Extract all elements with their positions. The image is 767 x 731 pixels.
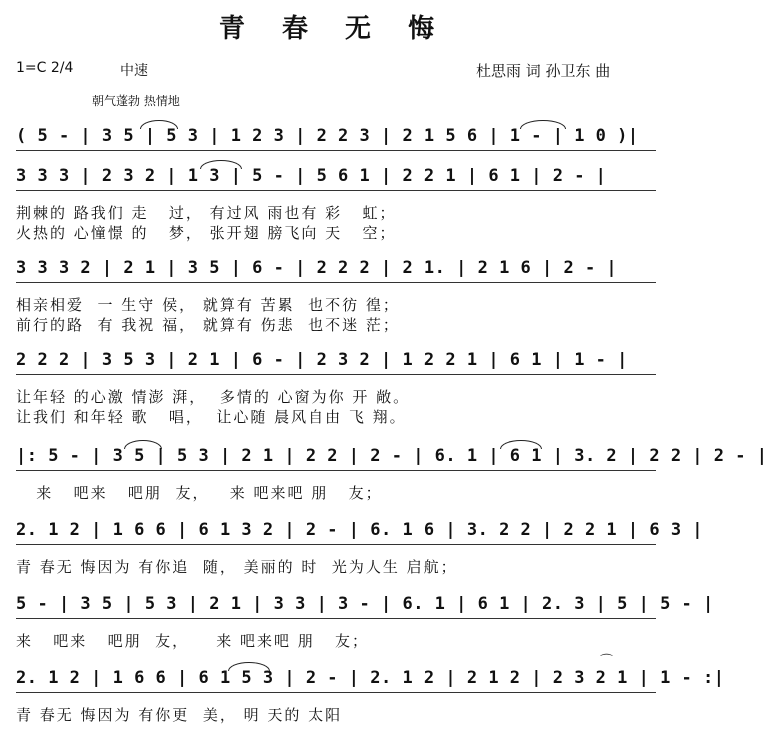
notation-line: 5 - | 3 5 | 5 3 | 2 1 | 3 3 | 3 - | 6. 1 | 6 1 | 2. 3 | 5 | 5 - | xyxy=(16,594,714,614)
notation-line-intro: ( 5 - | 3 5 | 5 3 | 1 2 3 | 2 2 3 | 2 1 5 6 | 1 - | 1 0 )| xyxy=(16,126,656,146)
key-signature: 1=C 2/4 xyxy=(16,60,74,76)
lyric-line: 相亲相爱 一 生守 侯， 就算有 苦累 也不彷 徨； xyxy=(16,296,400,314)
tie-arc xyxy=(124,440,162,449)
song-credits: 杜思雨 词 孙卫东 曲 xyxy=(476,62,611,80)
lyric-line: 来 吧来 吧朋 友， 来 吧来吧 朋 友； xyxy=(16,484,383,502)
notation-line: 2. 1 2 | 1 6 6 | 6 1 5 3 | 2 - | 2. 1 2 | 2 1 2 | 2 3 2 1 | 1 - :| xyxy=(16,668,725,688)
lyric-line: 火热的 心憧憬 的 梦， 张开翅 膀飞向 天 空； xyxy=(16,224,397,242)
notation-line: 3 3 3 2 | 2 1 | 3 5 | 6 - | 2 2 2 | 2 1. | 2 1 6 | 2 - | xyxy=(16,258,656,278)
song-title: 青 春 无 悔 xyxy=(218,14,449,44)
notation-line: 3 3 3 | 2 3 2 | 1 3 | 5 - | 5 6 1 | 2 2 1 | 6 1 | 2 - | xyxy=(16,166,656,186)
lyric-line: 来 吧来 吧朋 友， 来 吧来吧 朋 友； xyxy=(16,632,370,650)
fermata-icon: ⌒ xyxy=(600,654,614,669)
lyric-line: 青 春无 悔因为 有你更 美， 明 天的 太阳 xyxy=(16,706,343,724)
lyric-line: 荆棘的 路我们 走 过， 有过风 雨也有 彩 虹； xyxy=(16,204,397,222)
tie-arc xyxy=(520,120,566,129)
tempo-marking: 中速 xyxy=(120,63,148,79)
notation-line-chorus: |: 5 - | 3 5 | 5 3 | 2 1 | 2 2 | 2 - | 6. 1 | 6 1 | 3. 2 | 2 2 | 2 - | xyxy=(16,446,767,466)
expression-marking: 朝气蓬勃 热情地 xyxy=(92,94,180,108)
lyric-line: 让我们 和年轻 歌 唱， 让心随 晨风自由 飞 翔。 xyxy=(16,408,407,426)
tie-arc xyxy=(200,160,242,169)
tie-arc xyxy=(140,120,178,129)
tie-arc xyxy=(228,662,270,671)
lyric-line: 青 春无 悔因为 有你追 随， 美丽的 时 光为人生 启航； xyxy=(16,558,458,576)
tie-arc xyxy=(500,440,542,449)
lyric-line: 让年轻 的心激 情澎 湃， 多情的 心窗为你 开 敞。 xyxy=(16,388,411,406)
lyric-line: 前行的路 有 我祝 福， 就算有 伤悲 也不迷 茫； xyxy=(16,316,400,334)
notation-line: 2 2 2 | 3 5 3 | 2 1 | 6 - | 2 3 2 | 1 2 2 1 | 6 1 | 1 - | xyxy=(16,350,656,370)
notation-line: 2. 1 2 | 1 6 6 | 6 1 3 2 | 2 - | 6. 1 6 | 3. 2 2 | 2 2 1 | 6 3 | xyxy=(16,520,704,540)
